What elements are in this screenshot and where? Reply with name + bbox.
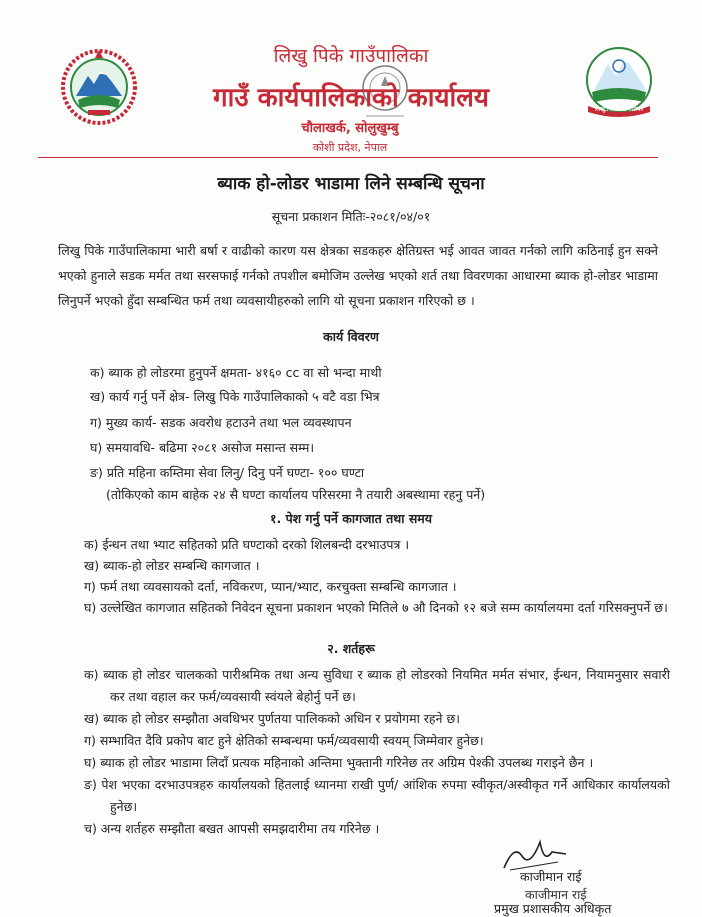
signature-block	[470, 834, 670, 916]
notice-title: ब्याक हो-लोडर भाडामा लिने सम्बन्धि सूचना	[217, 174, 485, 194]
work-item-note: (तोकिएको काम बाहेक २४ सै घण्टा कार्यालय परिसरमा नै तयारी अबस्थामा रहनु पर्ने)	[106, 487, 486, 502]
notice-intro: लिखु पिके गाउँपालिकामा भारी बर्षा र वाढीको कारण यस क्षेत्रका सडकहरु क्षेतिग्रस्त भई आवत जावत गर्नको लागि कठिनाई हुन सक्ने भएको हुनाले सडक मर्मत तथा सरसफाई गर्नको तपशील बमोजिम उल्लेख भएको शर्त तथा विवरणका आधारमा ब्याक हो-लोडर भाडामा लिनुपर्ने भएको हुँदा सम्बन्धित फर्म तथा व्यवसायीहरुको लागि यो सूचना प्रकाशन गरिएको छ ।	[58, 243, 658, 308]
term-item: ख) ब्याक हो लोडर सम्झौता अवधिभर पुर्णतया पालिकको अधिन र प्रयोगमा रहने छ।	[84, 711, 460, 726]
province-name: कोशी प्रदेश, नेपाल	[312, 141, 388, 154]
work-details-heading: कार्य विवरण	[323, 329, 379, 344]
work-item: ख) कार्य गर्नु पर्ने क्षेत्र- लिखु पिके गाउँपालिकाको ५ वटै वडा भित्र	[90, 389, 380, 404]
document-item: घ) उल्लेखित कागजात सहितको निवेदन सूचना प्रकाशन भएको मितिले ७ औ दिनको १२ बजे सम्म कार्यालयमा दर्ता गरिसक्नुपर्ने छ।	[84, 600, 668, 615]
document-item: ख) ब्याक-हो लोडर सम्बन्धि कागजात ।	[84, 558, 260, 573]
signatory-role: प्रमुख प्रशासकीय अधिकृत	[494, 901, 612, 916]
logo-ribbon-text: लिखु पिके गाउँपालिका	[594, 106, 644, 113]
term-item: क) ब्याक हो लोडर चालकको पारीश्रमिक तथा अन्य सुविधा र ब्याक हो लोडरको नियमित मर्मत संभार, ईन्धन, नियामनुसार सवारी कर तथा वहाल कर फर्म/व्यवसायी स्वंयले बेहोर्नु पर्ने छ।	[84, 667, 670, 704]
term-item: ङ) पेश भएका दरभाउपत्रहरु कार्यालयको हितलाई ध्यानमा राखी पुर्ण/ आंशिक रुपमा स्वीकृत/अस्वीकृत गर्ने आधिकार कार्यालयको हुनेछ।	[84, 777, 670, 814]
name-stamp: काजीमान राई	[525, 887, 587, 902]
municipality-name: लिखु पिके गाउँपालिका	[273, 45, 429, 67]
work-item: क) ब्याक हो लोडरमा हुनुपर्ने क्षमता- ४१६० cc वा सो भन्दा माथी	[90, 365, 382, 380]
work-item: ग) मुख्य कार्य- सडक अवरोध हटाउने तथा भल व्यवस्थापन	[90, 415, 352, 430]
document-item: क) ईन्धन तथा भ्याट सहितको प्रति घण्टाको दरको शिलबन्दी दरभाउपत्र ।	[84, 537, 410, 552]
signatory-name: काजीमान राई	[520, 869, 582, 884]
office-name: गाउँ कार्यपालिकाको कार्यालय	[213, 83, 489, 113]
office-address: चौलाखर्क, सोलुखुम्बु	[301, 121, 399, 136]
work-item: ङ) प्रति महिना कम्तिमा सेवा लिनु/ दिनु पर्ने घण्टा- १०० घण्टा	[90, 465, 365, 480]
work-item: घ) समयावधि- बढिमा २०८१ असोज मसान्त सम्म।	[90, 440, 315, 455]
header-divider	[38, 157, 658, 158]
letterhead	[0, 0, 702, 160]
documents-heading: १. पेश गर्नु पर्ने कागजात तथा समय	[269, 511, 432, 526]
municipality-logo-icon	[578, 44, 660, 122]
term-item: घ) ब्याक हो लोडर भाडामा लिदाँ प्रत्यक महिनाको अन्तिमा भुक्तानी गरिनेछ तर अग्रिम पेश्की उपलब्ध गराइने छैन ।	[84, 755, 594, 770]
publication-date: सूचना प्रकाशन मितिः-२०८१/०४/०१	[271, 209, 431, 224]
terms-heading: २. शर्तहरू	[327, 641, 375, 656]
document-item: ग) फर्म तथा व्यवसायको दर्ता, नविकरण, प्यान/भ्याट, करचुक्ता सम्बन्धि कागजात ।	[84, 579, 457, 594]
term-item: च) अन्य शर्तहरु सम्झौता बखत आपसी समझदारीमा तय गरिनेछ ।	[84, 821, 380, 836]
term-item: ग) सम्भावित दैवि प्रकोप बाट हुने क्षेतिको सम्बन्धमा फर्म/व्यवसायी स्वयम् जिम्मेवार हुनेछ।	[84, 733, 484, 748]
